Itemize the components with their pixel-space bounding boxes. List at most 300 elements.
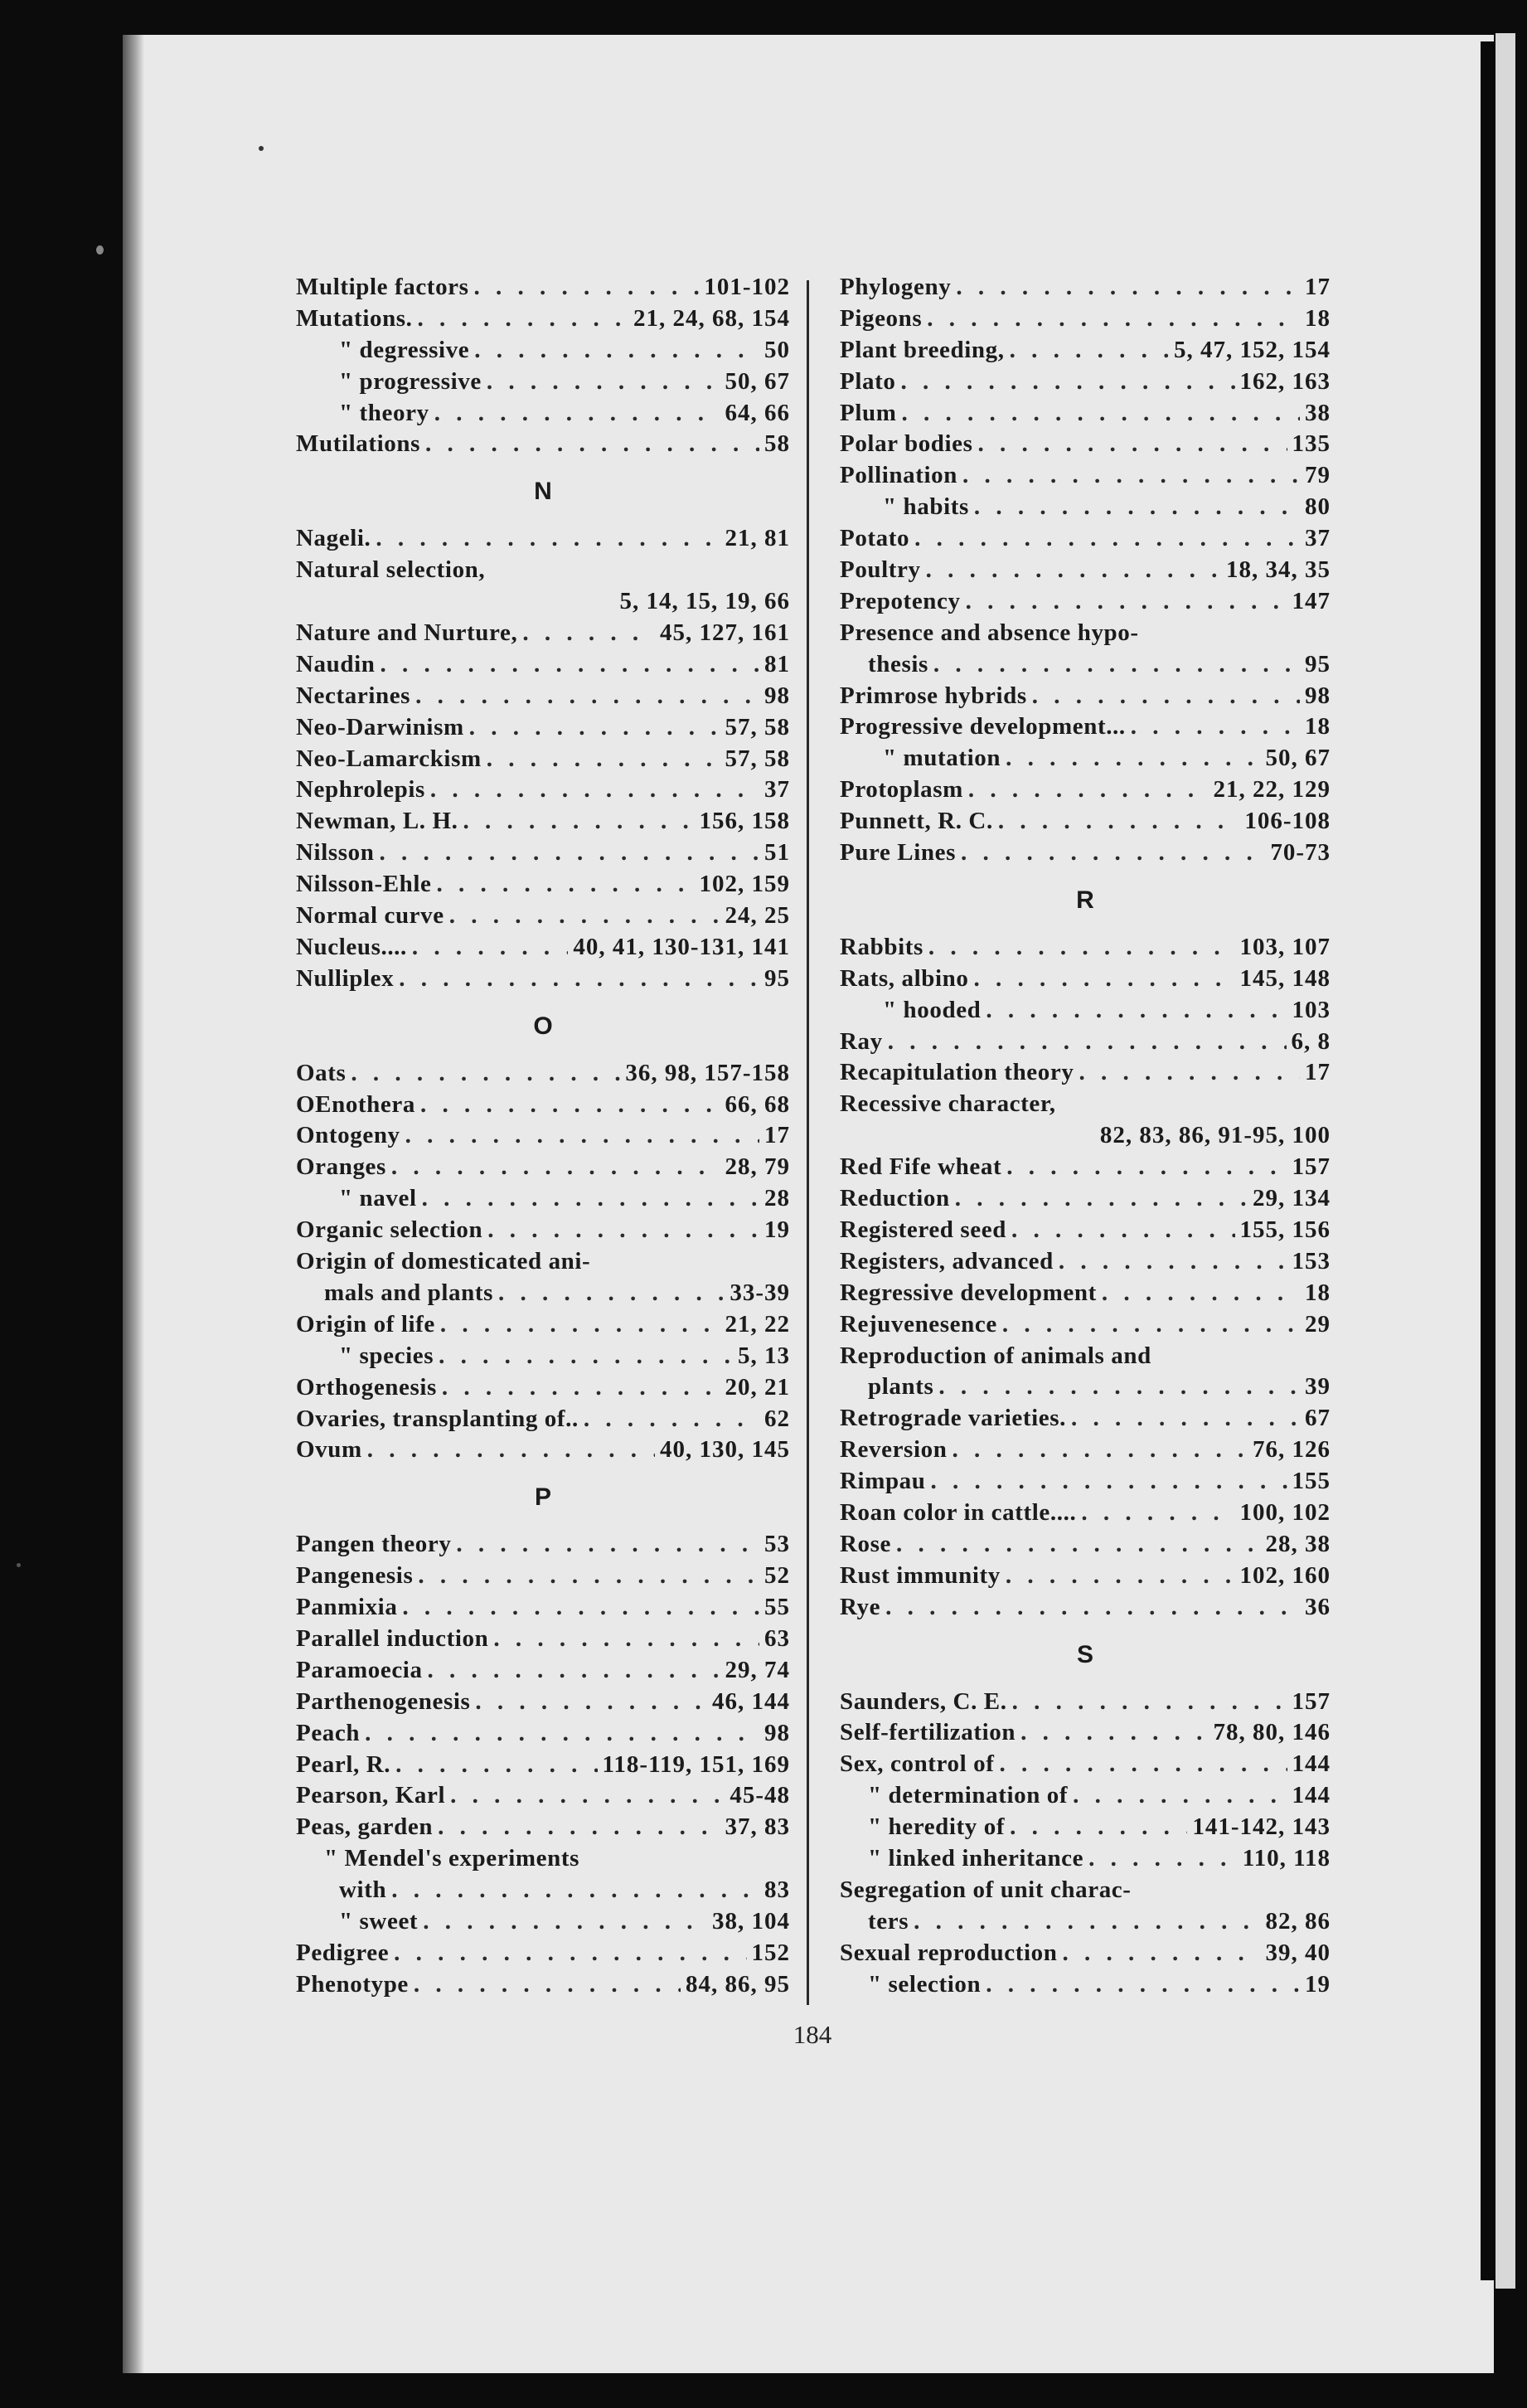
index-pages: 118-119, 151, 169 [602,1750,790,1778]
dot-leader [1032,681,1300,712]
index-pages: 38, 104 [712,1907,790,1935]
index-pages: 102, 160 [1239,1561,1331,1589]
index-entry [840,964,1331,995]
index-term: Nucleus.... [296,933,407,960]
index-entry [296,1687,790,1718]
dot-leader [430,774,759,806]
index-entry [296,774,790,806]
index-entry [840,1812,1331,1843]
index-term: " navel [339,1185,417,1212]
section-letter: O [533,1012,553,1040]
dot-leader [420,1090,720,1121]
index-entry [840,995,1331,1027]
index-pages: 18, 34, 35 [1226,556,1331,584]
index-pages: 36 [1305,1593,1331,1620]
index-entry [840,1403,1331,1435]
index-entry [296,335,790,367]
index-entry [296,618,790,649]
dot-leader [434,398,720,430]
index-pages: 50, 67 [725,367,790,395]
index-term: Rye [840,1593,881,1620]
index-term: Progressive development... [840,713,1126,740]
index-pages: 29 [1305,1310,1331,1338]
index-pages: 18 [1305,1279,1331,1306]
index-pages: 19 [1305,1970,1331,1998]
index-pages: 5, 47, 152, 154 [1174,336,1331,363]
index-term: Nature and Nurture, [296,619,518,647]
index-pages: 28 [764,1185,790,1212]
index-term: Mutations. [296,304,413,332]
index-pages: 63 [764,1624,790,1652]
index-term: Pearl, R. [296,1750,391,1778]
index-entry [296,1592,790,1624]
index-term: Oranges [296,1153,386,1181]
index-term: " determination of [868,1782,1069,1809]
page-gutter-shadow [123,35,144,2373]
index-pages: 153 [1292,1247,1331,1274]
dot-leader [394,1938,746,1969]
index-term: " mutation [883,745,1001,772]
index-entry [840,618,1331,649]
index-entry [840,711,1331,743]
index-term: Registers, advanced [840,1247,1054,1274]
dot-leader [1131,711,1300,743]
index-pages: 70-73 [1270,839,1331,867]
index-term: Pearson, Karl [296,1782,446,1809]
index-pages: 21, 24, 68, 154 [633,304,790,332]
index-term: Multiple factors [296,274,469,300]
index-pages: 21, 22, 129 [1213,776,1331,803]
index-term: Plant breeding, [840,336,1005,363]
index-pages: 29, 74 [725,1656,790,1683]
index-term: Newman, L. H. [296,808,458,835]
index-term: Pigeons [840,304,923,332]
index-term: Saunders, C. E. [840,1687,1007,1715]
index-entry [296,1309,790,1341]
dot-leader [456,1529,759,1561]
index-term: OEnothera [296,1090,415,1118]
index-pages: 145, 148 [1239,964,1331,992]
index-pages: 147 [1292,587,1331,614]
dot-leader [901,398,1300,430]
index-pages: 152 [751,1939,790,1966]
index-entry [840,837,1331,869]
index-pages: 40, 41, 130-131, 141 [573,933,790,960]
index-entry [296,1750,790,1781]
index-term: Nilsson-Ehle [296,871,432,898]
index-pages: 33-39 [730,1279,790,1306]
index-entry [296,1246,790,1278]
index-pages: 51 [764,839,790,867]
dot-leader [487,744,720,775]
index-pages: 95 [1305,650,1331,677]
index-pages: 45, 127, 161 [660,619,790,647]
dot-leader [1063,1938,1261,1969]
index-entry [296,1341,790,1372]
next-page-edge [1495,33,1515,2289]
index-entry [840,1498,1331,1529]
dot-leader [973,964,1234,995]
index-pages: 29, 134 [1253,1185,1331,1212]
dot-leader [423,1906,707,1938]
index-term: Peach [296,1719,361,1746]
index-term: Phylogeny [840,274,952,300]
index-entry [296,1120,790,1152]
index-entry [840,1152,1331,1183]
index-term: Nectarines [296,682,411,709]
dot-leader [498,1278,725,1309]
column-divider [807,280,809,2005]
index-entry [296,1529,790,1561]
index-pages: 38 [1305,399,1331,426]
section-letter: N [534,478,552,506]
index-term: Parallel induction [296,1624,489,1652]
dot-leader [418,1561,759,1592]
scan-speck [17,1563,21,1567]
dot-leader [439,1341,733,1372]
index-term: Mutilations [296,430,420,458]
dot-leader [966,586,1287,618]
index-entry [296,681,790,712]
index-term: " hooded [883,996,982,1023]
index-entry [840,523,1331,555]
dot-leader [487,1215,759,1246]
index-entry [296,272,790,303]
index-entry [840,774,1331,806]
index-entry [296,1718,790,1750]
index-column-right [840,272,1331,2000]
dot-leader [928,932,1235,964]
index-term: Rats, albino [840,964,969,992]
dot-leader [522,618,655,649]
dot-leader [1073,1780,1287,1812]
index-pages: 162, 163 [1239,367,1331,395]
dot-leader [365,1718,759,1750]
dot-leader [938,1371,1300,1403]
index-entry [296,1843,790,1875]
index-entry [840,460,1331,492]
index-pages: 110, 118 [1242,1844,1331,1872]
index-term: Recessive character, [840,1090,1056,1118]
index-term: Rimpau [840,1468,926,1495]
index-term: Presence and absence hypo- [840,619,1139,646]
dot-leader [1059,1246,1287,1278]
index-term: Registered seed [840,1216,1006,1243]
index-term: " linked inheritance [868,1844,1084,1872]
index-pages: 79 [1305,462,1331,489]
index-term: Pangen theory [296,1531,452,1558]
index-term: " progressive [339,367,482,395]
index-term: Nephrolepis [296,776,425,803]
dot-leader [931,1466,1287,1498]
index-entry [840,1843,1331,1875]
index-entry [296,586,790,618]
index-term: Self-fertilization [840,1719,1016,1746]
dot-leader [968,774,1209,806]
index-term: Ovum [296,1436,362,1464]
index-term: Orthogenesis [296,1373,437,1401]
index-term: ters [868,1907,909,1935]
index-pages: 20, 21 [725,1373,790,1401]
dot-leader [487,367,720,398]
index-entry [840,335,1331,367]
dot-leader [405,1120,759,1152]
index-term: Normal curve [296,902,444,930]
index-entry [296,1215,790,1246]
index-pages: 50 [764,336,790,363]
index-entry [296,712,790,744]
index-pages: 83 [764,1876,790,1904]
dot-leader [474,335,759,367]
index-pages: 57, 58 [725,745,790,772]
index-term: Parthenogenesis [296,1687,471,1715]
index-term: Sexual reproduction [840,1939,1058,1966]
dot-leader [1006,1561,1235,1592]
index-term: Nilsson [296,839,375,867]
index-entry [840,1278,1331,1309]
index-entry [296,1938,790,1969]
index-term: Oats [296,1059,347,1086]
index-term: Sex, control of [840,1750,995,1778]
index-term: " Mendel's experiments [324,1845,579,1872]
dot-leader [402,1592,759,1624]
dot-leader [1071,1403,1300,1435]
index-entry [840,555,1331,586]
index-term: Prepotency [840,587,961,614]
index-pages: 17 [764,1122,790,1149]
index-term: Natural selection, [296,556,486,584]
index-entry [840,1246,1331,1278]
dot-leader [584,1404,759,1435]
index-entry [296,1906,790,1938]
dot-leader [927,303,1300,335]
index-entry [296,1372,790,1404]
index-term: Nageli. [296,525,371,552]
dot-leader [428,1655,720,1687]
dot-leader [351,1058,620,1090]
index-entry [296,932,790,964]
index-entry [296,806,790,837]
index-entry [296,1780,790,1812]
index-term: " heredity of [868,1813,1006,1841]
dot-leader [440,1309,720,1341]
index-entry [840,1687,1331,1718]
index-entry [840,1717,1331,1749]
index-term: Rabbits [840,933,923,960]
index-pages: 98 [764,1719,790,1746]
index-entry [296,744,790,775]
index-entry [296,367,790,398]
dot-leader [469,712,720,744]
page-number: 184 [793,2020,832,2049]
index-term: Ontogeny [296,1122,400,1149]
index-term: Recapitulation theory [840,1059,1074,1086]
dot-leader [463,806,695,837]
index-pages: 144 [1292,1750,1331,1778]
index-entry [296,1655,790,1687]
index-term: Neo-Lamarckism [296,745,482,772]
index-entry [840,1215,1331,1246]
index-term: " selection [868,1970,982,1998]
index-entry [296,837,790,869]
index-term: Organic selection [296,1216,483,1244]
index-pages: 24, 25 [725,902,790,930]
index-term: Reduction [840,1185,950,1212]
index-term: plants [868,1373,934,1401]
index-term: Pure Lines [840,839,956,867]
dot-leader [376,523,720,555]
index-pages: 21, 81 [725,525,790,552]
index-entry [840,1938,1331,1969]
dot-leader [900,367,1234,398]
index-entry [840,398,1331,430]
dot-leader [1102,1278,1300,1309]
index-term: Panmixia [296,1594,398,1621]
index-term: Phenotype [296,1970,409,1998]
dot-leader [896,1529,1260,1561]
index-pages: 37 [764,776,790,803]
index-entry [296,649,790,681]
index-entry [296,1624,790,1655]
index-pages: 37 [1305,525,1331,552]
index-pages: 82, 86 [1265,1907,1331,1935]
index-pages: 103, 107 [1239,933,1331,960]
index-term: Origin of domesticated ani- [296,1248,591,1275]
index-pages: 155, 156 [1239,1216,1331,1243]
index-entry [296,555,790,586]
index-term: Ovaries, transplanting of.. [296,1405,579,1432]
index-entry [296,964,790,995]
dot-leader [450,1780,725,1812]
dot-leader [391,1875,759,1906]
dot-leader [1081,1498,1234,1529]
dot-leader [914,523,1300,555]
index-term: Reproduction of animals and [840,1342,1151,1369]
scan-speck [96,245,104,255]
index-term: Roan color in cattle.... [840,1498,1077,1526]
index-pages: 157 [1292,1687,1331,1715]
dot-leader [1011,1215,1235,1246]
index-column-left [296,272,790,2001]
index-entry [840,1529,1331,1561]
index-pages: 28, 38 [1265,1530,1331,1557]
index-pages: 45-48 [730,1782,790,1809]
index-entry [840,492,1331,523]
index-term: Rejuvenesence [840,1310,997,1338]
index-term: Naudin [296,650,376,677]
index-entry [296,1278,790,1309]
dot-leader [1088,1843,1238,1875]
index-pages: 55 [764,1594,790,1621]
index-pages: 19 [764,1216,790,1244]
index-pages: 17 [1305,1059,1331,1086]
index-pages: 18 [1305,713,1331,740]
index-term: thesis [868,650,928,677]
index-entry [840,1027,1331,1058]
index-pages: 36, 98, 157-158 [625,1059,790,1086]
index-pages: 82, 83, 86, 91-95, 100 [1099,1122,1331,1149]
dot-leader [961,837,1265,869]
dot-leader [395,1750,597,1781]
index-term: Origin of life [296,1310,435,1338]
index-entry [840,1120,1331,1152]
index-entry [296,398,790,430]
dot-leader [418,303,628,335]
section-letter: R [1076,886,1094,914]
dot-leader [999,1749,1287,1780]
index-term: Primrose hybrids [840,682,1027,709]
index-pages: 5, 14, 15, 19, 66 [619,588,790,615]
dot-leader [475,1687,707,1718]
dot-leader [956,272,1300,303]
section-letter: P [534,1483,551,1512]
index-entry [840,1309,1331,1341]
index-entry [296,1058,790,1090]
dot-leader [888,1027,1287,1058]
index-entry [840,1561,1331,1592]
index-pages: 66, 68 [725,1090,790,1118]
index-term: Rose [840,1530,892,1557]
dot-leader [926,555,1221,586]
index-pages: 18 [1305,304,1331,332]
index-pages: 155 [1292,1468,1331,1495]
dot-leader [998,806,1240,837]
index-term: " sweet [339,1907,419,1935]
index-entry [840,743,1331,774]
index-pages: 58 [764,430,790,458]
dot-leader [381,649,760,681]
dot-leader [1010,335,1169,367]
index-pages: 5, 13 [738,1342,790,1369]
index-entry [296,869,790,901]
index-pages: 106-108 [1244,808,1331,835]
index-pages: 98 [764,682,790,709]
page-edge [1481,41,1495,2280]
index-entry [840,932,1331,964]
index-pages: 78, 80, 146 [1213,1719,1331,1746]
index-pages: 37, 83 [725,1813,790,1841]
index-term: Plato [840,367,896,395]
index-entry [840,429,1331,460]
index-pages: 64, 66 [725,399,790,426]
dot-leader [379,837,759,869]
dot-leader [1006,743,1260,774]
dot-leader [1020,1717,1208,1749]
index-entry [296,1183,790,1215]
index-entry [840,1780,1331,1812]
index-term: Retrograde varieties. [840,1405,1066,1432]
dot-leader [962,460,1300,492]
index-pages: 50, 67 [1265,745,1331,772]
index-entry [296,1875,790,1906]
index-term: Red Fife wheat [840,1153,1002,1181]
index-entry [840,367,1331,398]
index-entry [840,1906,1331,1938]
index-entry [840,1592,1331,1624]
index-term: Protoplasm [840,776,963,803]
index-pages: 157 [1292,1153,1331,1181]
index-term: Poultry [840,556,921,584]
index-pages: 84, 86, 95 [686,1970,790,1998]
dot-leader [914,1906,1260,1938]
index-term: mals and plants [324,1279,494,1306]
index-term: Reversion [840,1436,948,1464]
index-term: with [339,1876,387,1904]
index-pages: 95 [764,964,790,992]
index-entry [840,1057,1331,1089]
index-pages: 39 [1305,1373,1331,1401]
index-pages: 39, 40 [1265,1939,1331,1966]
